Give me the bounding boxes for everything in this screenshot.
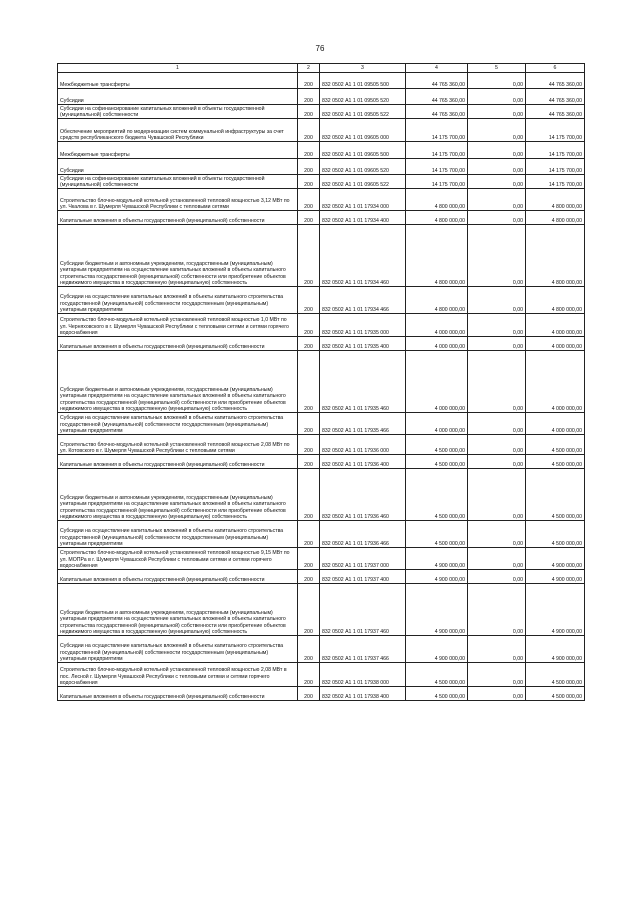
page-number: 76: [315, 44, 325, 53]
row-column-5-amount-cell: 0,00: [468, 548, 526, 570]
row-column-2-cell: 200: [298, 119, 320, 142]
table-row: [58, 287, 585, 314]
row-column-5-amount-cell: 0,00: [468, 663, 526, 687]
table-row: [58, 435, 585, 455]
table-row: [58, 189, 585, 211]
table-row: [58, 663, 585, 687]
row-column-6-amount-cell: 4 900 000,00: [526, 548, 585, 570]
row-column-2-cell: 200: [298, 337, 320, 351]
row-column-5-amount-cell: 0,00: [468, 455, 526, 469]
table-row: [58, 521, 585, 548]
row-classification-code-cell: 832 0502 А1 1 01 17936 400: [320, 455, 406, 469]
row-column-4-amount-cell: 44 765 360,00: [406, 89, 468, 105]
row-column-5-amount-cell: 0,00: [468, 687, 526, 701]
row-column-6-amount-cell: 4 000 000,00: [526, 314, 585, 337]
row-column-2-cell: 200: [298, 287, 320, 314]
column-header: 6: [526, 64, 585, 73]
row-column-2-cell: 200: [298, 189, 320, 211]
row-column-4-amount-cell: 14 175 700,00: [406, 142, 468, 159]
row-column-2-cell: 200: [298, 435, 320, 455]
row-column-6-amount-cell: 4 800 000,00: [526, 225, 585, 287]
row-column-4-amount-cell: 14 175 700,00: [406, 175, 468, 189]
row-name-cell: Субсидии бюджетным и автономным учреждениям, государственным (муниципальным) унитарным предприятиям на осуществление капитальных вложений в объекты капитального строительства государственной (муниципальной) собственности или приобретение объектов недвижимого имущества в государственную (муниципальную) собственность: [58, 225, 298, 287]
row-column-4-amount-cell: 14 175 700,00: [406, 159, 468, 175]
row-column-5-amount-cell: 0,00: [468, 435, 526, 455]
column-header: 3: [320, 64, 406, 73]
row-column-4-amount-cell: 14 175 700,00: [406, 119, 468, 142]
row-column-6-amount-cell: 4 800 000,00: [526, 287, 585, 314]
row-column-5-amount-cell: 0,00: [468, 636, 526, 663]
row-name-cell: Строительство блочно-модульной котельной установленной тепловой мощностью 3,12 МВт по ул. Чкалова в г. Шумерля Чувашской Республики с тепловыми сетями: [58, 189, 298, 211]
table-row: [58, 73, 585, 89]
row-column-6-amount-cell: 44 765 360,00: [526, 105, 585, 119]
table-row: [58, 142, 585, 159]
row-column-5-amount-cell: 0,00: [468, 189, 526, 211]
table-row: [58, 89, 585, 105]
row-name-cell: Субсидии: [58, 89, 298, 105]
row-column-6-amount-cell: 44 765 360,00: [526, 89, 585, 105]
row-column-6-amount-cell: 4 000 000,00: [526, 351, 585, 413]
row-name-cell: Строительство блочно-модульной котельной установленной тепловой мощностью 9,15 МВт по ул. МОПРа в г. Шумерля Чувашской Республики с тепловыми сетями и сетями горячего водоснабжения: [58, 548, 298, 570]
row-column-6-amount-cell: 4 900 000,00: [526, 570, 585, 584]
budget-table: [57, 63, 585, 701]
row-name-cell: Капитальные вложения в объекты государственной (муниципальной) собственности: [58, 687, 298, 701]
row-column-2-cell: 200: [298, 521, 320, 548]
table-row: [58, 211, 585, 225]
row-classification-code-cell: 832 0502 А1 1 01 17937 400: [320, 570, 406, 584]
table-row: [58, 105, 585, 119]
row-classification-code-cell: 832 0502 А1 1 01 17934 460: [320, 225, 406, 287]
row-column-5-amount-cell: 0,00: [468, 89, 526, 105]
row-name-cell: Строительство блочно-модульной котельной установленной тепловой мощностью 2,08 МВт в пос. Лесной г. Шумерля Чувашской Республики с тепловыми сетями и сетями горячего водоснабжения: [58, 663, 298, 687]
row-column-2-cell: 200: [298, 687, 320, 701]
row-column-2-cell: 200: [298, 89, 320, 105]
table-row: [58, 119, 585, 142]
table-row: [58, 570, 585, 584]
table-row: [58, 314, 585, 337]
row-column-4-amount-cell: 4 800 000,00: [406, 225, 468, 287]
row-column-4-amount-cell: 4 900 000,00: [406, 584, 468, 636]
row-classification-code-cell: 832 0502 А1 1 01 09605 500: [320, 142, 406, 159]
row-column-4-amount-cell: 4 500 000,00: [406, 521, 468, 548]
column-header: 2: [298, 64, 320, 73]
row-column-6-amount-cell: 14 175 700,00: [526, 119, 585, 142]
row-classification-code-cell: 832 0502 А1 1 01 17936 460: [320, 469, 406, 521]
row-column-2-cell: 200: [298, 225, 320, 287]
table-row: [58, 455, 585, 469]
row-name-cell: Субсидии: [58, 159, 298, 175]
row-classification-code-cell: 832 0502 А1 1 01 09605 522: [320, 175, 406, 189]
row-column-5-amount-cell: 0,00: [468, 287, 526, 314]
row-name-cell: Субсидии на осуществление капитальных вложений в объекты капитального строительства государственной (муниципальной) собственности государственным (муниципальным) унитарным предприятиям: [58, 287, 298, 314]
row-column-5-amount-cell: 0,00: [468, 314, 526, 337]
row-column-2-cell: 200: [298, 159, 320, 175]
row-column-2-cell: 200: [298, 636, 320, 663]
table-row: [58, 413, 585, 435]
row-column-4-amount-cell: 4 800 000,00: [406, 287, 468, 314]
row-column-5-amount-cell: 0,00: [468, 211, 526, 225]
row-column-5-amount-cell: 0,00: [468, 570, 526, 584]
row-name-cell: Субсидии на осуществление капитальных вложений в объекты капитального строительства государственной (муниципальной) собственности государственным (муниципальным) унитарным предприятиям: [58, 636, 298, 663]
row-column-6-amount-cell: 4 500 000,00: [526, 435, 585, 455]
row-column-4-amount-cell: 4 500 000,00: [406, 469, 468, 521]
row-classification-code-cell: 832 0502 А1 1 01 17938 400: [320, 687, 406, 701]
table-row: [58, 175, 585, 189]
row-column-5-amount-cell: 0,00: [468, 413, 526, 435]
row-column-5-amount-cell: 0,00: [468, 159, 526, 175]
row-name-cell: Капитальные вложения в объекты государственной (муниципальной) собственности: [58, 455, 298, 469]
row-classification-code-cell: 832 0502 А1 1 01 17935 400: [320, 337, 406, 351]
row-column-2-cell: 200: [298, 469, 320, 521]
table-row: [58, 159, 585, 175]
row-column-4-amount-cell: 44 765 360,00: [406, 105, 468, 119]
table-row: [58, 584, 585, 636]
row-column-4-amount-cell: 4 500 000,00: [406, 435, 468, 455]
row-column-4-amount-cell: 4 900 000,00: [406, 570, 468, 584]
table-row: [58, 337, 585, 351]
row-column-5-amount-cell: 0,00: [468, 175, 526, 189]
column-header: 1: [58, 64, 298, 73]
row-column-4-amount-cell: 4 000 000,00: [406, 413, 468, 435]
row-column-2-cell: 200: [298, 314, 320, 337]
row-classification-code-cell: 832 0502 А1 1 01 17935 000: [320, 314, 406, 337]
table-row: [58, 548, 585, 570]
row-column-6-amount-cell: 14 175 700,00: [526, 175, 585, 189]
row-column-2-cell: 200: [298, 570, 320, 584]
row-column-2-cell: 200: [298, 663, 320, 687]
table-row: [58, 687, 585, 701]
row-column-6-amount-cell: 4 800 000,00: [526, 189, 585, 211]
row-column-6-amount-cell: 4 000 000,00: [526, 413, 585, 435]
row-classification-code-cell: 832 0502 А1 1 01 09505 520: [320, 89, 406, 105]
row-column-5-amount-cell: 0,00: [468, 225, 526, 287]
column-header: 4: [406, 64, 468, 73]
row-column-2-cell: 200: [298, 548, 320, 570]
row-column-6-amount-cell: 4 500 000,00: [526, 521, 585, 548]
row-classification-code-cell: 832 0502 А1 1 01 17935 466: [320, 413, 406, 435]
row-name-cell: Строительство блочно-модульной котельной установленной тепловой мощностью 2,08 МВт по ул. Котовского в г. Шумерля Чувашской Республики с тепловыми сетями: [58, 435, 298, 455]
row-name-cell: Капитальные вложения в объекты государственной (муниципальной) собственности: [58, 337, 298, 351]
column-header: 5: [468, 64, 526, 73]
row-column-4-amount-cell: 4 900 000,00: [406, 636, 468, 663]
row-column-6-amount-cell: 4 500 000,00: [526, 663, 585, 687]
row-column-2-cell: 200: [298, 413, 320, 435]
row-classification-code-cell: 832 0502 А1 1 01 17934 400: [320, 211, 406, 225]
row-column-4-amount-cell: 44 765 360,00: [406, 73, 468, 89]
row-name-cell: Капитальные вложения в объекты государственной (муниципальной) собственности: [58, 570, 298, 584]
row-column-5-amount-cell: 0,00: [468, 521, 526, 548]
table-row: [58, 469, 585, 521]
row-name-cell: Субсидии на осуществление капитальных вложений в объекты капитального строительства государственной (муниципальной) собственности государственным (муниципальным) унитарным предприятиям: [58, 521, 298, 548]
row-column-6-amount-cell: 44 765 360,00: [526, 73, 585, 89]
row-column-6-amount-cell: 4 900 000,00: [526, 584, 585, 636]
row-column-4-amount-cell: 4 800 000,00: [406, 189, 468, 211]
row-column-5-amount-cell: 0,00: [468, 469, 526, 521]
row-column-4-amount-cell: 4 000 000,00: [406, 314, 468, 337]
row-name-cell: Обеспечение мероприятий по модернизации систем коммунальной инфраструктуры за счет средств республиканского бюджета Чувашской Республики: [58, 119, 298, 142]
header-row: [58, 64, 585, 73]
row-column-5-amount-cell: 0,00: [468, 142, 526, 159]
row-column-6-amount-cell: 4 800 000,00: [526, 211, 585, 225]
row-column-4-amount-cell: 4 500 000,00: [406, 455, 468, 469]
row-name-cell: Субсидии на осуществление капитальных вложений в объекты капитального строительства государственной (муниципальной) собственности государственным (муниципальным) унитарным предприятиям: [58, 413, 298, 435]
row-column-5-amount-cell: 0,00: [468, 584, 526, 636]
row-column-5-amount-cell: 0,00: [468, 73, 526, 89]
row-classification-code-cell: 832 0502 А1 1 01 17936 000: [320, 435, 406, 455]
row-classification-code-cell: 832 0502 А1 1 01 17935 460: [320, 351, 406, 413]
row-column-4-amount-cell: 4 000 000,00: [406, 351, 468, 413]
row-column-6-amount-cell: 4 500 000,00: [526, 687, 585, 701]
table-row: [58, 351, 585, 413]
row-name-cell: Субсидии бюджетным и автономным учреждениям, государственным (муниципальным) унитарным предприятиям на осуществление капитальных вложений в объекты капитального строительства государственной (муниципальной) собственности или приобретение объектов недвижимого имущества в государственную (муниципальную) собственность: [58, 351, 298, 413]
row-name-cell: Субсидии на софинансирование капитальных вложений в объекты государственной (муниципальной) собственности: [58, 175, 298, 189]
row-column-5-amount-cell: 0,00: [468, 337, 526, 351]
row-classification-code-cell: 832 0502 А1 1 01 17937 000: [320, 548, 406, 570]
row-column-6-amount-cell: 14 175 700,00: [526, 159, 585, 175]
row-column-6-amount-cell: 4 500 000,00: [526, 455, 585, 469]
row-classification-code-cell: 832 0502 А1 1 01 17938 000: [320, 663, 406, 687]
row-name-cell: Межбюджетные трансферты: [58, 142, 298, 159]
row-column-2-cell: 200: [298, 73, 320, 89]
row-name-cell: Капитальные вложения в объекты государственной (муниципальной) собственности: [58, 211, 298, 225]
row-column-2-cell: 200: [298, 175, 320, 189]
row-classification-code-cell: 832 0502 А1 1 01 17937 460: [320, 584, 406, 636]
row-classification-code-cell: 832 0502 А1 1 01 17934 466: [320, 287, 406, 314]
row-name-cell: Межбюджетные трансферты: [58, 73, 298, 89]
row-column-6-amount-cell: 4 000 000,00: [526, 337, 585, 351]
row-column-2-cell: 200: [298, 455, 320, 469]
row-column-6-amount-cell: 4 900 000,00: [526, 636, 585, 663]
table-row: [58, 225, 585, 287]
row-column-4-amount-cell: 4 000 000,00: [406, 337, 468, 351]
row-column-2-cell: 200: [298, 142, 320, 159]
row-classification-code-cell: 832 0502 А1 1 01 17936 466: [320, 521, 406, 548]
row-column-4-amount-cell: 4 500 000,00: [406, 663, 468, 687]
row-column-6-amount-cell: 4 500 000,00: [526, 469, 585, 521]
row-column-6-amount-cell: 14 175 700,00: [526, 142, 585, 159]
row-classification-code-cell: 832 0502 А1 1 01 09505 500: [320, 73, 406, 89]
row-column-2-cell: 200: [298, 211, 320, 225]
row-column-2-cell: 200: [298, 584, 320, 636]
row-name-cell: Субсидии бюджетным и автономным учреждениям, государственным (муниципальным) унитарным предприятиям на осуществление капитальных вложений в объекты капитального строительства государственной (муниципальной) собственности или приобретение объектов недвижимого имущества в государственную (муниципальную) собственность: [58, 469, 298, 521]
table-body: [58, 73, 585, 701]
row-column-2-cell: 200: [298, 105, 320, 119]
row-name-cell: Строительство блочно-модульной котельной установленной тепловой мощностью 1,0 МВт по ул. Черняховского в г. Шумерля Чувашской Республики с тепловыми сетями и сетями горячего водоснабжения: [58, 314, 298, 337]
row-classification-code-cell: 832 0502 А1 1 01 09605 000: [320, 119, 406, 142]
row-classification-code-cell: 832 0502 А1 1 01 17934 000: [320, 189, 406, 211]
row-column-4-amount-cell: 4 800 000,00: [406, 211, 468, 225]
row-column-4-amount-cell: 4 500 000,00: [406, 687, 468, 701]
row-column-4-amount-cell: 4 900 000,00: [406, 548, 468, 570]
table-row: [58, 636, 585, 663]
row-column-5-amount-cell: 0,00: [468, 351, 526, 413]
row-name-cell: Субсидии бюджетным и автономным учреждениям, государственным (муниципальным) унитарным предприятиям на осуществление капитальных вложений в объекты капитального строительства государственной (муниципальной) собственности или приобретение объектов недвижимого имущества в государственную (муниципальную) собственность: [58, 584, 298, 636]
row-classification-code-cell: 832 0502 А1 1 01 09505 522: [320, 105, 406, 119]
row-name-cell: Субсидии на софинансирование капитальных вложений в объекты государственной (муниципальной) собственности: [58, 105, 298, 119]
row-column-2-cell: 200: [298, 351, 320, 413]
row-classification-code-cell: 832 0502 А1 1 01 09605 520: [320, 159, 406, 175]
row-classification-code-cell: 832 0502 А1 1 01 17937 466: [320, 636, 406, 663]
row-column-5-amount-cell: 0,00: [468, 105, 526, 119]
row-column-5-amount-cell: 0,00: [468, 119, 526, 142]
